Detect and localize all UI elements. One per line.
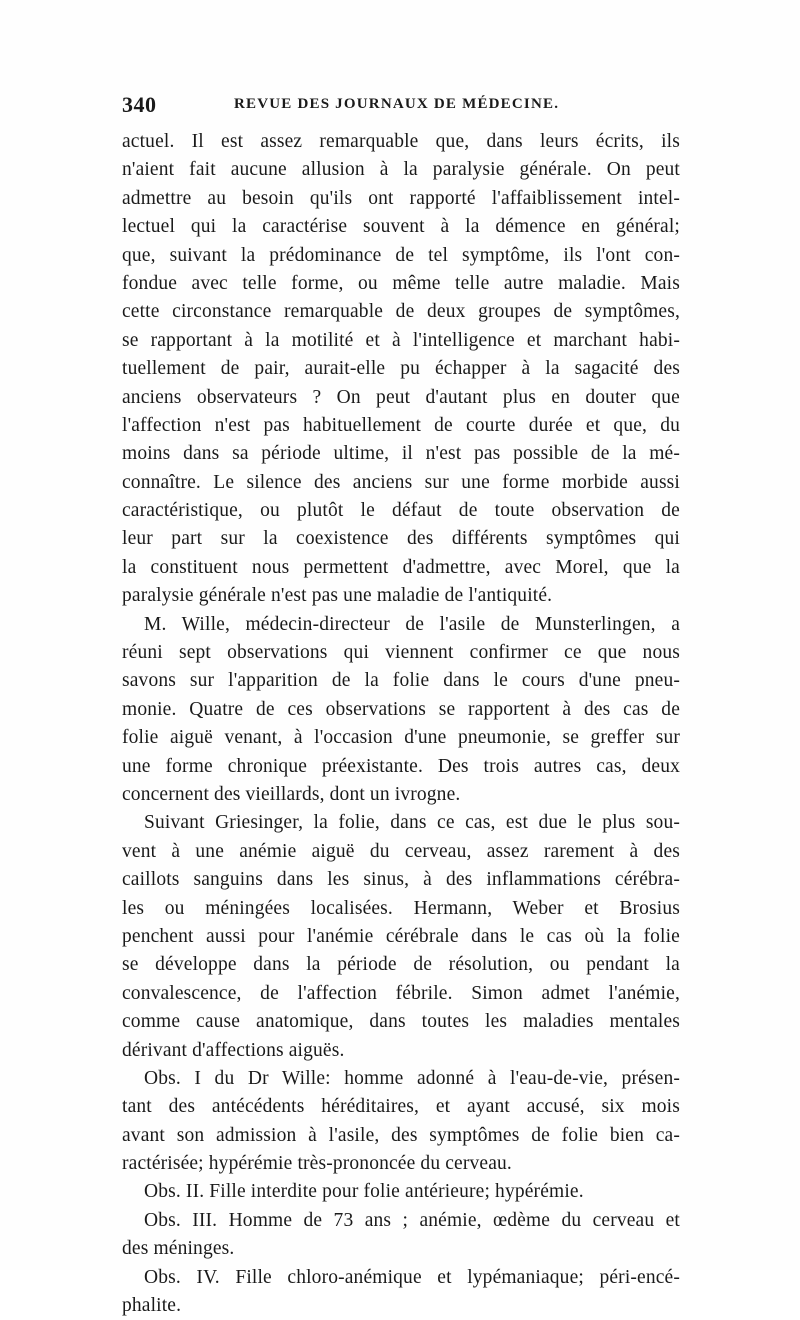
text-line: anciens observateurs ? On peut d'autant plus en douter que bbox=[122, 386, 680, 408]
text-line: comme cause anatomique, dans toutes les maladies mentales bbox=[122, 1011, 680, 1033]
text-line: se développe dans la période de résolution, ou pendant la bbox=[122, 954, 680, 976]
text-line: monie. Quatre de ces observations se rapportent à des cas de bbox=[122, 698, 680, 720]
text-line: les ou méningées localisées. Hermann, Weber et Brosius bbox=[122, 897, 680, 919]
text-line: se rapportant à la motilité et à l'intelligence et marchant habi- bbox=[122, 329, 680, 351]
text-line: folie aiguë venant, à l'occasion d'une pneumonie, se greffer sur bbox=[122, 727, 680, 749]
text-line: Suivant Griesinger, la folie, dans ce cas, est due le plus sou- bbox=[144, 812, 680, 834]
text-line: cette circonstance remarquable de deux groupes de symptômes, bbox=[122, 301, 680, 323]
text-line: concernent des vieillards, dont un ivrogne. bbox=[122, 783, 461, 805]
text-line: admettre au besoin qu'ils ont rapporté l'affaiblissement intel- bbox=[122, 187, 680, 209]
text-line: vent à une anémie aiguë du cerveau, assez rarement à des bbox=[122, 840, 680, 862]
text-line: n'aient fait aucune allusion à la paralysie générale. On peut bbox=[122, 159, 680, 181]
text-line: moins dans sa période ultime, il n'est pas possible de la mé- bbox=[122, 443, 680, 465]
text-line: dérivant d'affections aiguës. bbox=[122, 1039, 345, 1061]
text-line: fondue avec telle forme, ou même telle autre maladie. Mais bbox=[122, 272, 680, 294]
text-line: l'affection n'est pas habituellement de courte durée et que, du bbox=[122, 414, 680, 436]
body-text bbox=[122, 128, 680, 1320]
text-line: avant son admission à l'asile, des symptômes de folie bien ca- bbox=[122, 1124, 680, 1146]
text-line: lectuel qui la caractérise souvent à la démence en général; bbox=[122, 216, 680, 238]
text-line: Obs. I du Dr Wille: homme adonné à l'eau-de-vie, présen- bbox=[144, 1067, 680, 1089]
text-line: phalite. bbox=[122, 1295, 182, 1317]
text-line: M. Wille, médecin-directeur de l'asile de Munsterlingen, a bbox=[144, 613, 680, 635]
text-line: leur part sur la coexistence des différents symptômes qui bbox=[122, 528, 680, 550]
text-line: caillots sanguins dans les sinus, à des inflammations cérébra- bbox=[122, 869, 680, 891]
text-line: que, suivant la prédominance de tel symptôme, ils l'ont con- bbox=[122, 244, 680, 266]
text-line: Obs. III. Homme de 73 ans ; anémie, œdème du cerveau et bbox=[144, 1209, 680, 1231]
running-head: REVUE DES JOURNAUX DE MÉDECINE. bbox=[234, 96, 560, 112]
text-line: Obs. II. Fille interdite pour folie antérieure; hypérémie. bbox=[144, 1181, 584, 1203]
text-line: actuel. Il est assez remarquable que, dans leurs écrits, ils bbox=[122, 131, 680, 152]
text-line: réuni sept observations qui viennent confirmer ce que nous bbox=[122, 642, 680, 664]
text-line: tant des antécédents héréditaires, et ayant accusé, six mois bbox=[122, 1096, 680, 1118]
text-line: connaître. Le silence des anciens sur une forme morbide aussi bbox=[122, 471, 680, 493]
text-line: la constituent nous permettent d'admettre, avec Morel, que la bbox=[122, 556, 680, 578]
text-line: des méninges. bbox=[122, 1238, 235, 1260]
text-line: convalescence, de l'affection fébrile. Simon admet l'anémie, bbox=[122, 982, 680, 1004]
page-header bbox=[122, 92, 680, 118]
text-line: tuellement de pair, aurait-elle pu échapper à la sagacité des bbox=[122, 358, 680, 380]
text-line: penchent aussi pour l'anémie cérébrale dans le cas où la folie bbox=[122, 925, 680, 947]
text-line: ractérisée; hypérémie très-prononcée du cerveau. bbox=[122, 1153, 512, 1175]
text-line: Obs. IV. Fille chloro-anémique et lypémaniaque; péri-encé- bbox=[144, 1266, 680, 1288]
text-line: savons sur l'apparition de la folie dans le cours d'une pneu- bbox=[122, 670, 680, 692]
text-line: paralysie générale n'est pas une maladie de l'antiquité. bbox=[122, 585, 553, 607]
page-number: 340 bbox=[122, 92, 157, 117]
text-line: une forme chronique préexistante. Des trois autres cas, deux bbox=[122, 755, 680, 777]
text-line: caractéristique, ou plutôt le défaut de toute observation de bbox=[122, 500, 680, 522]
